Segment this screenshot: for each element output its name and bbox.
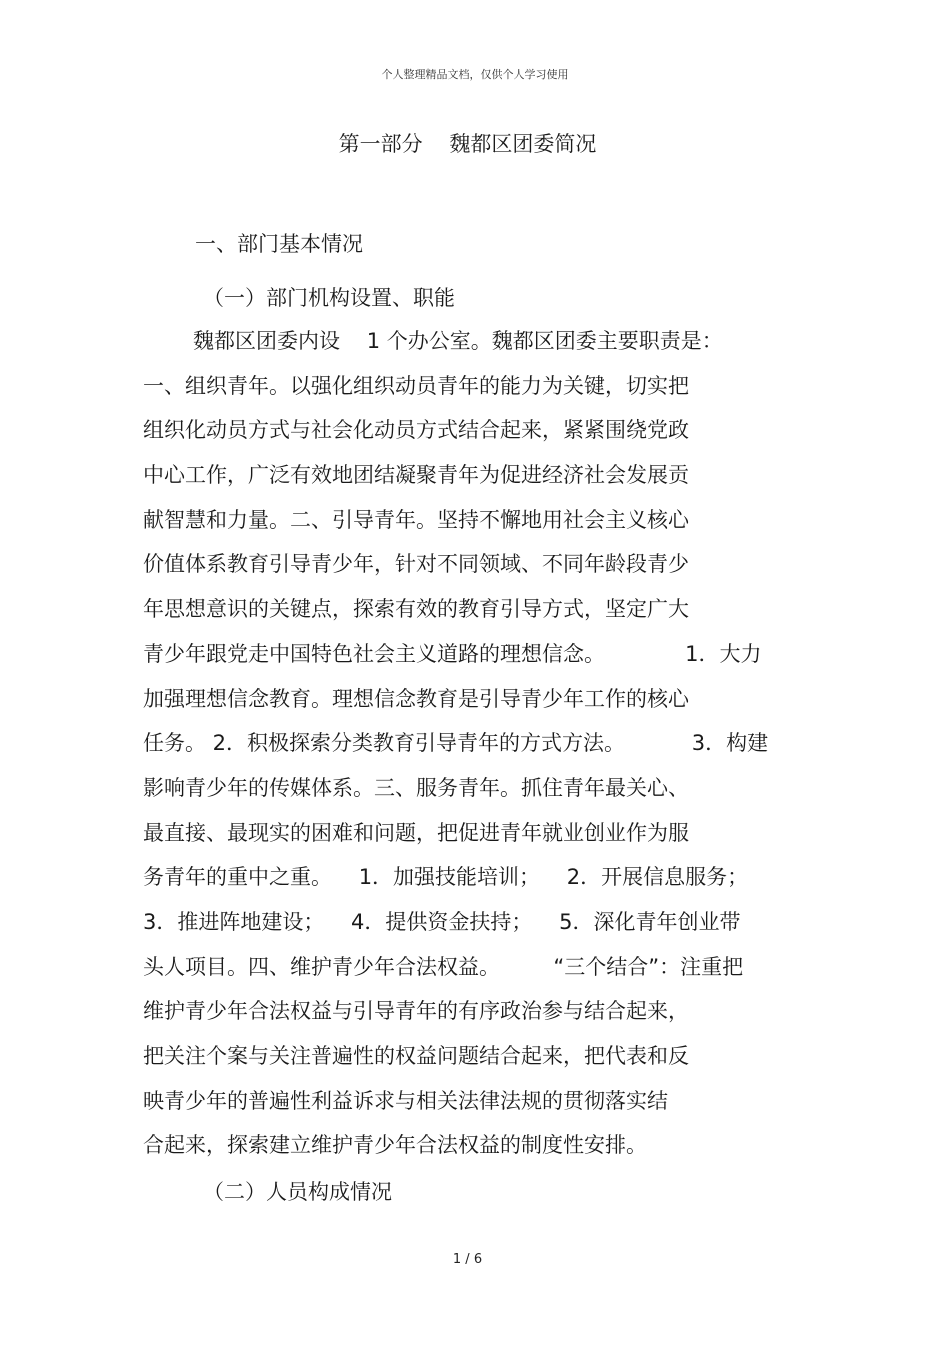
body-line: 一、组织青年。以强化组织动员青年的能力为关键，切实把 xyxy=(143,373,689,398)
body-line: 年思想意识的关键点，探索有效的教育引导方式，坚定广大 xyxy=(143,597,689,622)
body-line: 映青少年的普遍性利益诉求与相关法律法规的贯彻落实结 xyxy=(143,1088,668,1113)
body-text xyxy=(0,325,950,1174)
body-line: 青少年跟党走中国特色社会主义道路的理想信念。 1．大力 xyxy=(143,641,762,666)
subsection-heading: （二）人员构成情况 xyxy=(203,1180,392,1204)
body-line: 合起来，探索建立维护青少年合法权益的制度性安排。 xyxy=(143,1133,647,1158)
body-line: 任务。 2．积极探索分类教育引导青年的方式方法。 3．构建 xyxy=(143,731,769,756)
body-line: 最直接、最现实的困难和问题，把促进青年就业创业作为服 xyxy=(143,820,689,845)
body-line: 把关注个案与关注普遍性的权益问题结合起来，把代表和反 xyxy=(143,1044,689,1068)
section-heading: 一、部门基本情况 xyxy=(195,232,363,256)
body-line: 影响青少年的传媒体系。三、服务青年。抓住青年最关心、 xyxy=(143,775,689,800)
body-line: 务青年的重中之重。 1．加强技能培训； 2．开展信息服务； xyxy=(143,865,749,890)
header-note: 个人整理精品文档，仅供个人学习使用 xyxy=(381,68,569,81)
document-title: 第一部分 魏都区团委简况 xyxy=(338,132,597,156)
subsection-heading: （一）部门机构设置、职能 xyxy=(203,286,455,310)
body-line: 价值体系教育引导青少年，针对不同领域、不同年龄段青少 xyxy=(143,552,689,577)
body-line: 加强理想信念教育。理想信念教育是引导青少年工作的核心 xyxy=(143,686,689,711)
body-line: 维护青少年合法权益与引导青年的有序政治参与结合起来， xyxy=(143,999,689,1024)
page-number: 1 / 6 xyxy=(452,1252,483,1267)
body-line: 献智慧和力量。二、引导青年。坚持不懈地用社会主义核心 xyxy=(143,507,689,532)
body-line: 头人项目。四、维护青少年合法权益。 “三个结合”：注重把 xyxy=(143,954,744,979)
body-line: 组织化动员方式与社会化动员方式结合起来，紧紧围绕党政 xyxy=(143,418,689,443)
body-line: 魏都区团委内设 1 个办公室。魏都区团委主要职责是： xyxy=(193,329,723,353)
body-line: 3．推进阵地建设； 4．提供资金扶持； 5．深化青年创业带 xyxy=(143,909,741,934)
body-line: 中心工作，广泛有效地团结凝聚青年为促进经济社会发展贡 xyxy=(143,463,689,488)
